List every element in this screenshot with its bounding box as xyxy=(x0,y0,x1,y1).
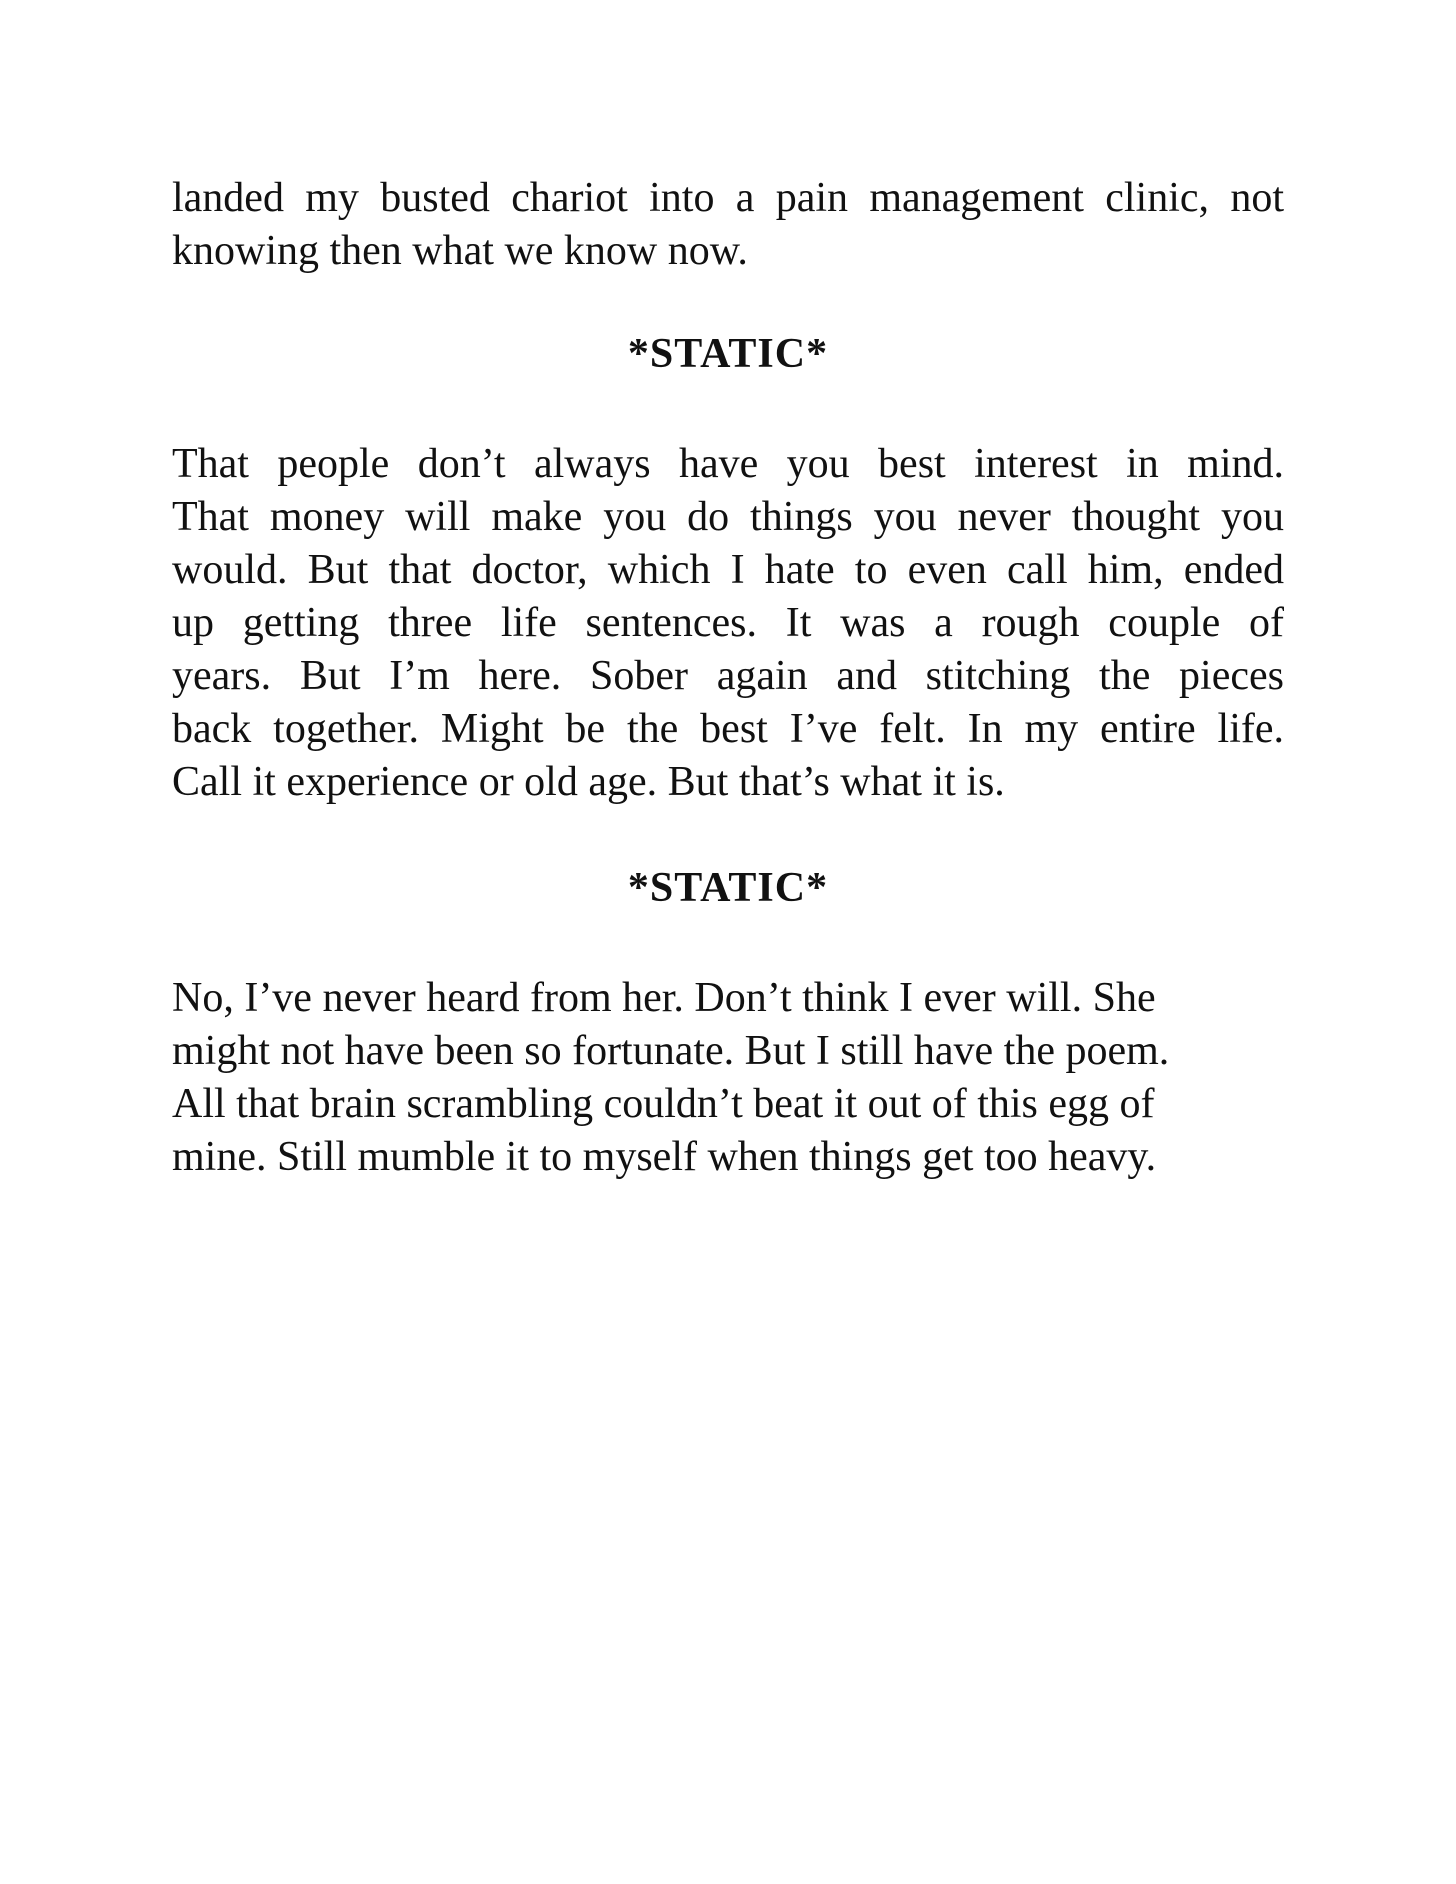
paragraph-2 xyxy=(172,438,1284,809)
paragraph-line: Call it experience or old age. But that’s what it is. xyxy=(172,759,1005,805)
paragraph-line: That people don’t always have you best interest in mind. xyxy=(172,441,1284,487)
paragraph-line: back together. Might be the best I’ve felt. In my entire life. xyxy=(172,706,1284,752)
paragraph-line: landed my busted chariot into a pain management clinic, not xyxy=(172,175,1284,221)
paragraph-line: would. But that doctor, which I hate to even call him, ended xyxy=(172,547,1284,593)
paragraph-1 xyxy=(172,172,1284,278)
paragraph-line: No, I’ve never heard from her. Don’t think I ever will. She xyxy=(172,975,1156,1021)
paragraph-line: up getting three life sentences. It was a rough couple of xyxy=(172,600,1284,646)
paragraph-3 xyxy=(172,972,1284,1184)
paragraph-line: mine. Still mumble it to myself when things get too heavy. xyxy=(172,1134,1157,1180)
paragraph-line: might not have been so fortunate. But I still have the poem. xyxy=(172,1028,1170,1074)
paragraph-line: knowing then what we know now. xyxy=(172,228,748,274)
paragraph-line: years. But I’m here. Sober again and stitching the pieces xyxy=(172,653,1284,699)
section-divider: *STATIC* xyxy=(627,865,829,911)
paragraph-line: That money will make you do things you never thought you xyxy=(172,494,1284,540)
section-divider: *STATIC* xyxy=(627,331,829,377)
paragraph-line: All that brain scrambling couldn’t beat it out of this egg of xyxy=(172,1081,1155,1127)
